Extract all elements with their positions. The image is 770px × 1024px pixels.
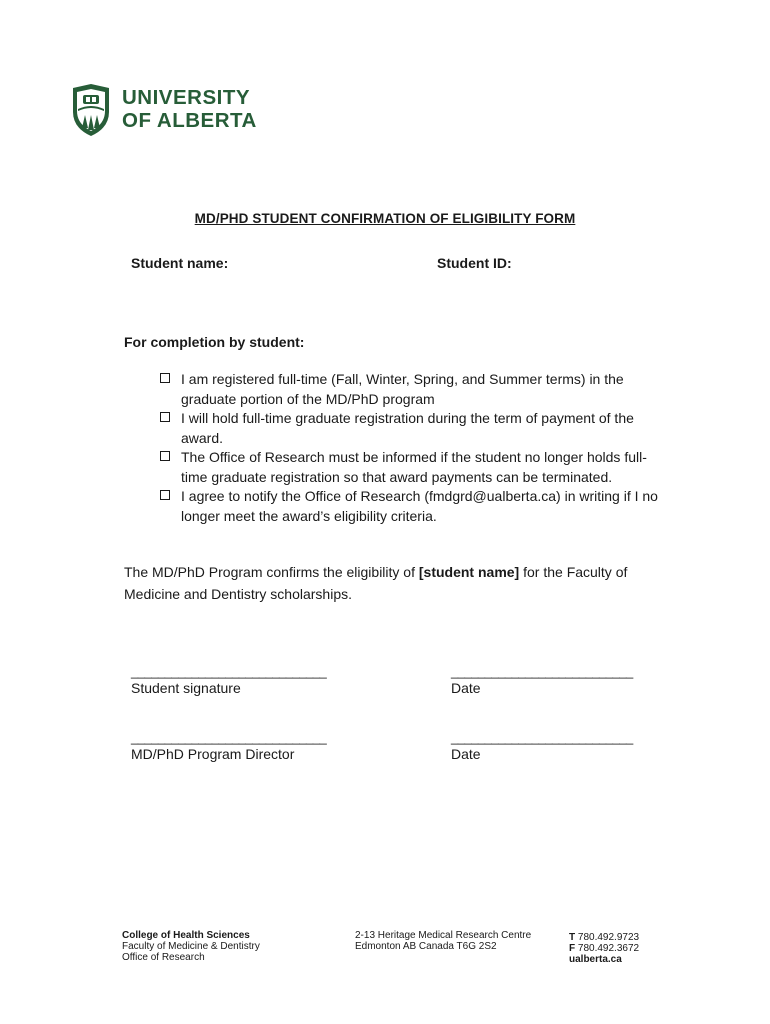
director-signature-line[interactable]: _____________________________ [131, 730, 327, 745]
student-signature-line[interactable]: _____________________________ [131, 664, 327, 679]
university-crest-icon [70, 84, 112, 136]
checklist-item-text: The Office of Research must be informed if the student no longer holds full-time graduate registration so that award payments can be terminated. [181, 449, 647, 485]
footer-college: College of Health Sciences [122, 930, 250, 941]
checkbox-office-informed[interactable] [160, 451, 170, 461]
director-signature-label: MD/PhD Program Director [131, 746, 295, 762]
confirmation-paragraph [124, 561, 684, 605]
footer-office: Office of Research [122, 952, 205, 963]
footer-fax [569, 943, 639, 954]
checkbox-hold-registration[interactable] [160, 412, 170, 422]
confirmation-text-after: for the Faculty of Medicine and Dentistry scholarships. [124, 564, 628, 602]
student-signature-label: Student signature [131, 680, 241, 696]
checklist-item-text: I will hold full-time graduate registration during the term of payment of the award. [181, 410, 634, 446]
checklist-item-text: I am registered full-time (Fall, Winter, Spring, and Summer terms) in the graduate portion of the MD/PhD program [181, 371, 624, 407]
student-date-line[interactable]: ___________________________ [451, 664, 633, 679]
footer-fax-prefix: F [569, 943, 576, 954]
student-name-placeholder: [student name] [418, 564, 520, 580]
checkbox-agree-to-notify[interactable] [160, 490, 170, 500]
footer-phone [569, 932, 639, 943]
footer-address-line1: 2-13 Heritage Medical Research Centre [355, 930, 532, 941]
checkbox-registered-full-time[interactable] [160, 373, 170, 383]
form-title: MD/PHD STUDENT CONFIRMATION OF ELIGIBILITY FORM [194, 211, 576, 226]
confirmation-text-before: The MD/PhD Program confirms the eligibility of [124, 564, 419, 580]
checklist-item [160, 370, 660, 409]
footer-phone-number: 780.492.9723 [577, 932, 640, 943]
checklist-item [160, 409, 660, 448]
student-date-label: Date [451, 680, 481, 696]
logo-line-university: UNIVERSITY [122, 86, 251, 109]
student-id-label: Student ID: [437, 255, 512, 271]
completion-heading: For completion by student: [124, 334, 305, 350]
footer-address-block [355, 930, 531, 952]
footer-contact-block [569, 932, 639, 965]
director-date-label: Date [451, 746, 481, 762]
checklist-item [160, 448, 660, 487]
footer-college-block [122, 930, 260, 963]
director-date-line[interactable]: ___________________________ [451, 730, 633, 745]
footer-fax-number: 780.492.3672 [577, 943, 640, 954]
footer-website-link[interactable]: ualberta.ca [569, 954, 622, 965]
eligibility-checklist [160, 370, 660, 526]
footer-faculty: Faculty of Medicine & Dentistry [122, 941, 260, 952]
footer-address-line2: Edmonton AB Canada T6G 2S2 [355, 941, 497, 952]
student-name-label: Student name: [131, 255, 229, 271]
checklist-item-text: I agree to notify the Office of Research (fmdgrd@ualberta.ca) in writing if I no longer meet the award’s eligibility criteria. [181, 488, 658, 524]
logo-line-of-alberta: OF ALBERTA [122, 109, 257, 132]
footer-phone-prefix: T [569, 932, 576, 943]
university-logo [70, 84, 270, 138]
checklist-item [160, 487, 660, 526]
